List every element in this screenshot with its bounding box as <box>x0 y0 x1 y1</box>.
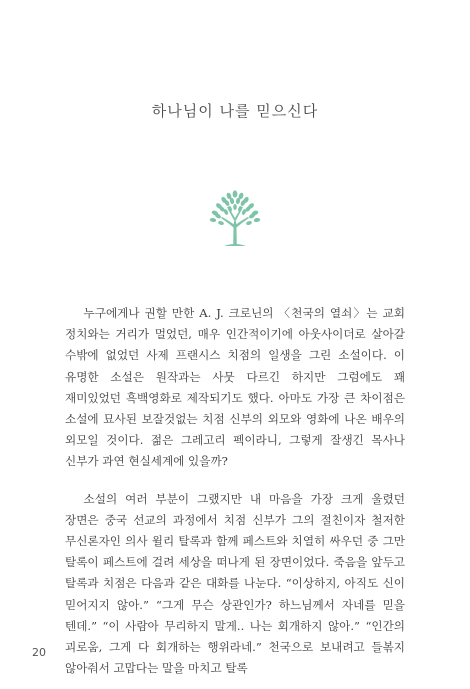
paragraph: 소설의 여러 부분이 그랬지만 내 마음을 가장 크게 울렸던 장면은 중국 선교의 과정에서 치점 신부가 그의 절친이자 철저한 무신론자인 의사 윌리 탈록과 함께 페스트와 치열히 싸우던 중 그만 탈록이 페스트에 걸려 세상을 떠나게 된 장면이었다. 죽음을 앞두고 탈록과 치점은 다음과 같은 대화를 나눈다. “이상하지, 아직도 신이 믿어지지 않아.” “그게 무슨 상관인가? 하느님께서 자네를 믿을 텐데.” “이 사람아 무리하지 말게.. 나는 회개하지 않아.” “인간의 괴로움, 그게 다 회개하는 행위라네.” 천국으로 보내려고 들볶지 않아줘서 고맙다는 말을 마치고 탈록 <box>65 491 405 676</box>
chapter-title: 하나님이 나를 믿으신다 <box>151 102 319 120</box>
tree-icon <box>200 188 270 248</box>
paragraph: 누구에게나 권할 만한 A. J. 크로닌의 〈천국의 열쇠〉는 교회 정치와는 거리가 멀었던, 매우 인간적이기에 아웃사이더로 살아갈 수밖에 없었던 사제 프랜시스 치점의 일생을 그린 소설이다. 이 유명한 소설은 원작과는 사뭇 다르긴 하지만 그럼에도 꽤 재미있었던 흑백영화로 제작되기도 했다. 아마도 가장 큰 차이점은 소설에 묘사된 보잘것없는 치점 신부의 외모와 영화에 나온 배우의 외모일 것이다. 젊은 그레고리 펙이라니, 그렇게 잘생긴 목사나 신부가 과연 현실세계에 있을까? <box>65 306 405 469</box>
body-text <box>65 303 405 679</box>
page-number: 20 <box>32 646 46 659</box>
